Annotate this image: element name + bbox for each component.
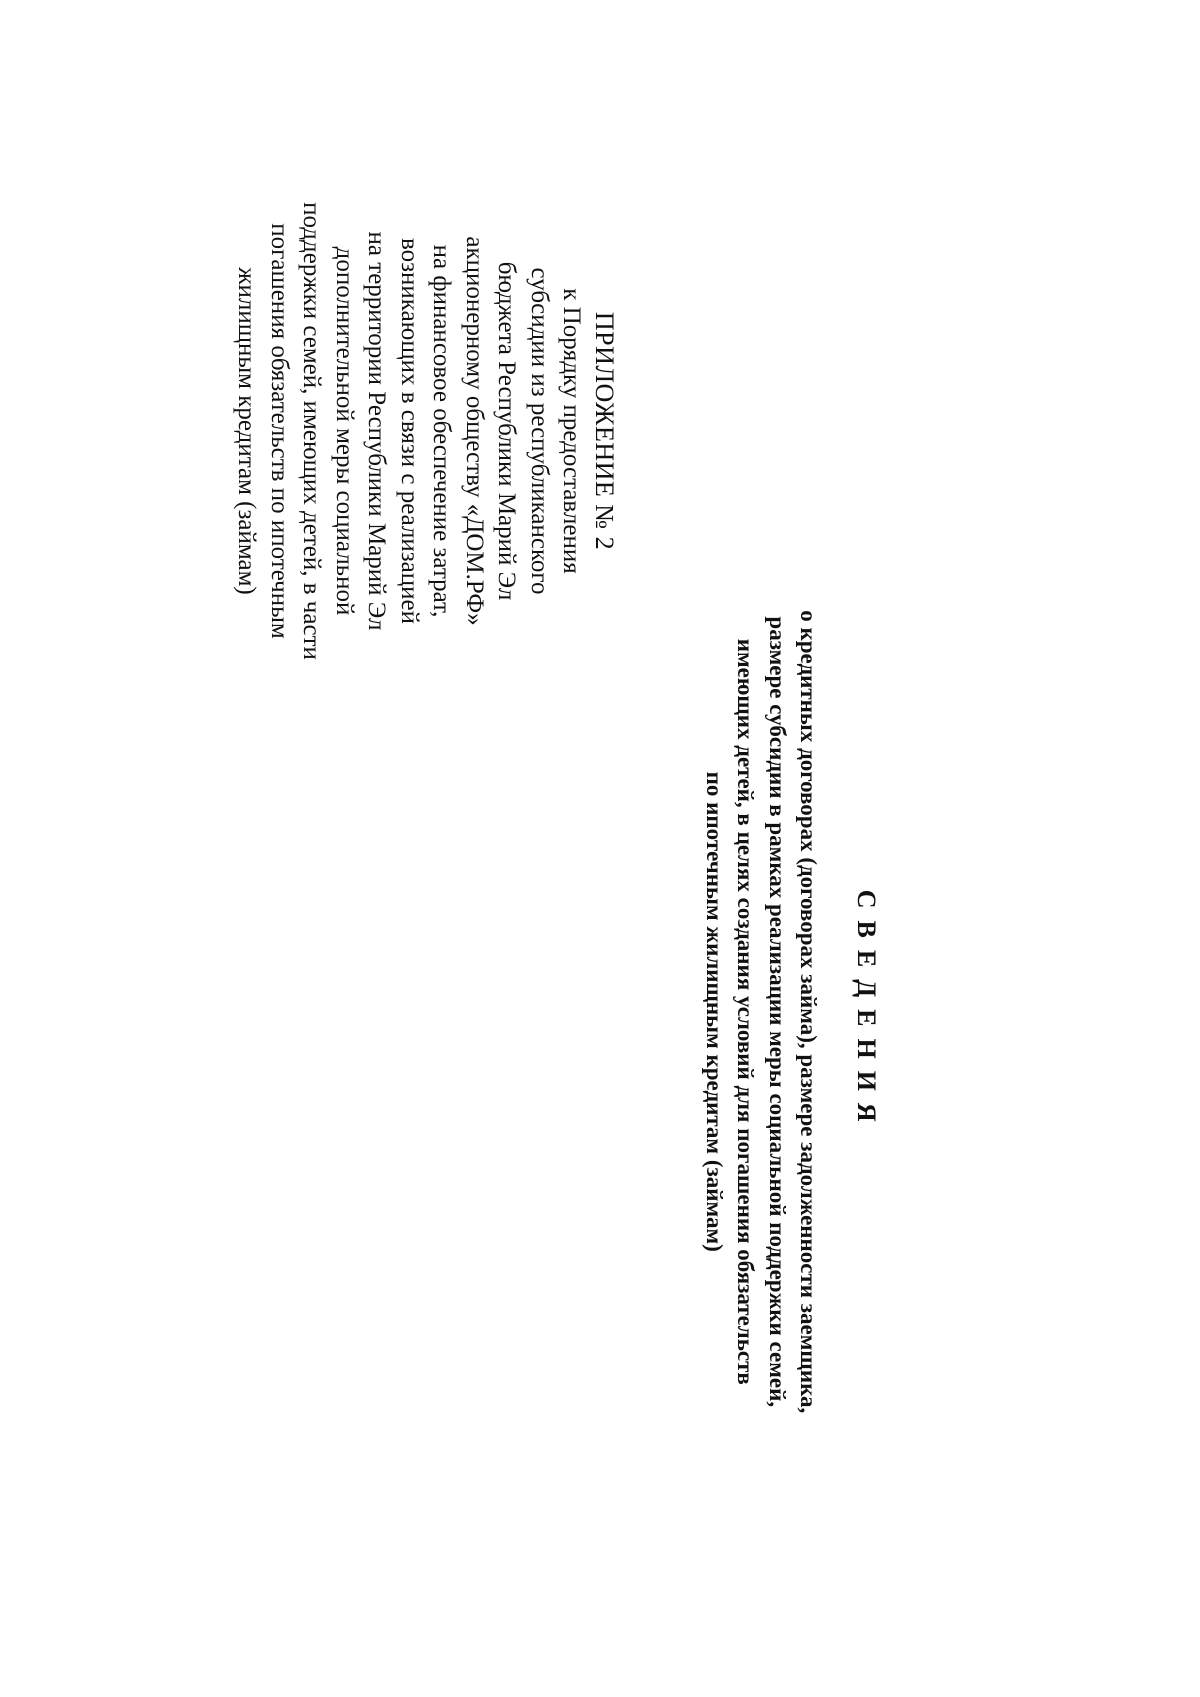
info-line: о кредитных договорах (договорах займа), размере задолженности заемщика, <box>796 610 822 1414</box>
appendix-line: акционерному обществу «ДОМ.РФ» <box>461 236 488 626</box>
appendix-line: жилищным кредитам (займам) <box>233 267 261 595</box>
appendix-title: ПРИЛОЖЕНИЕ № 2 <box>590 311 619 551</box>
info-line: размере субсидии в рамках реализации меры социальной поддержки семей, <box>764 616 790 1408</box>
appendix-line: дополнительной меры социальной <box>331 246 358 616</box>
info-line: имеющих детей, в целях создания условий для погашения обязательств <box>733 638 759 1385</box>
appendix-line: на территории Республики Марий Эл <box>363 231 391 631</box>
info-line: по ипотечным жилищным кредитам (займам) <box>701 771 727 1252</box>
appendix-line: к Порядку предоставления <box>558 288 586 574</box>
appendix-line: бюджета Республики Марий Эл <box>493 261 521 601</box>
info-block <box>698 452 882 1572</box>
info-title: СВЕДЕНИЯ <box>851 889 881 1134</box>
appendix-line: поддержки семей, имеющих детей, в части <box>298 202 326 660</box>
appendix-line: возникающих в связи с реализацией <box>396 238 423 624</box>
appendix-block <box>230 111 620 751</box>
appendix-line: погашения обязательств по ипотечным <box>266 223 293 639</box>
appendix-line: субсидии из республиканского <box>526 267 553 595</box>
appendix-line: на финансовое обеспечение затрат, <box>428 244 456 618</box>
